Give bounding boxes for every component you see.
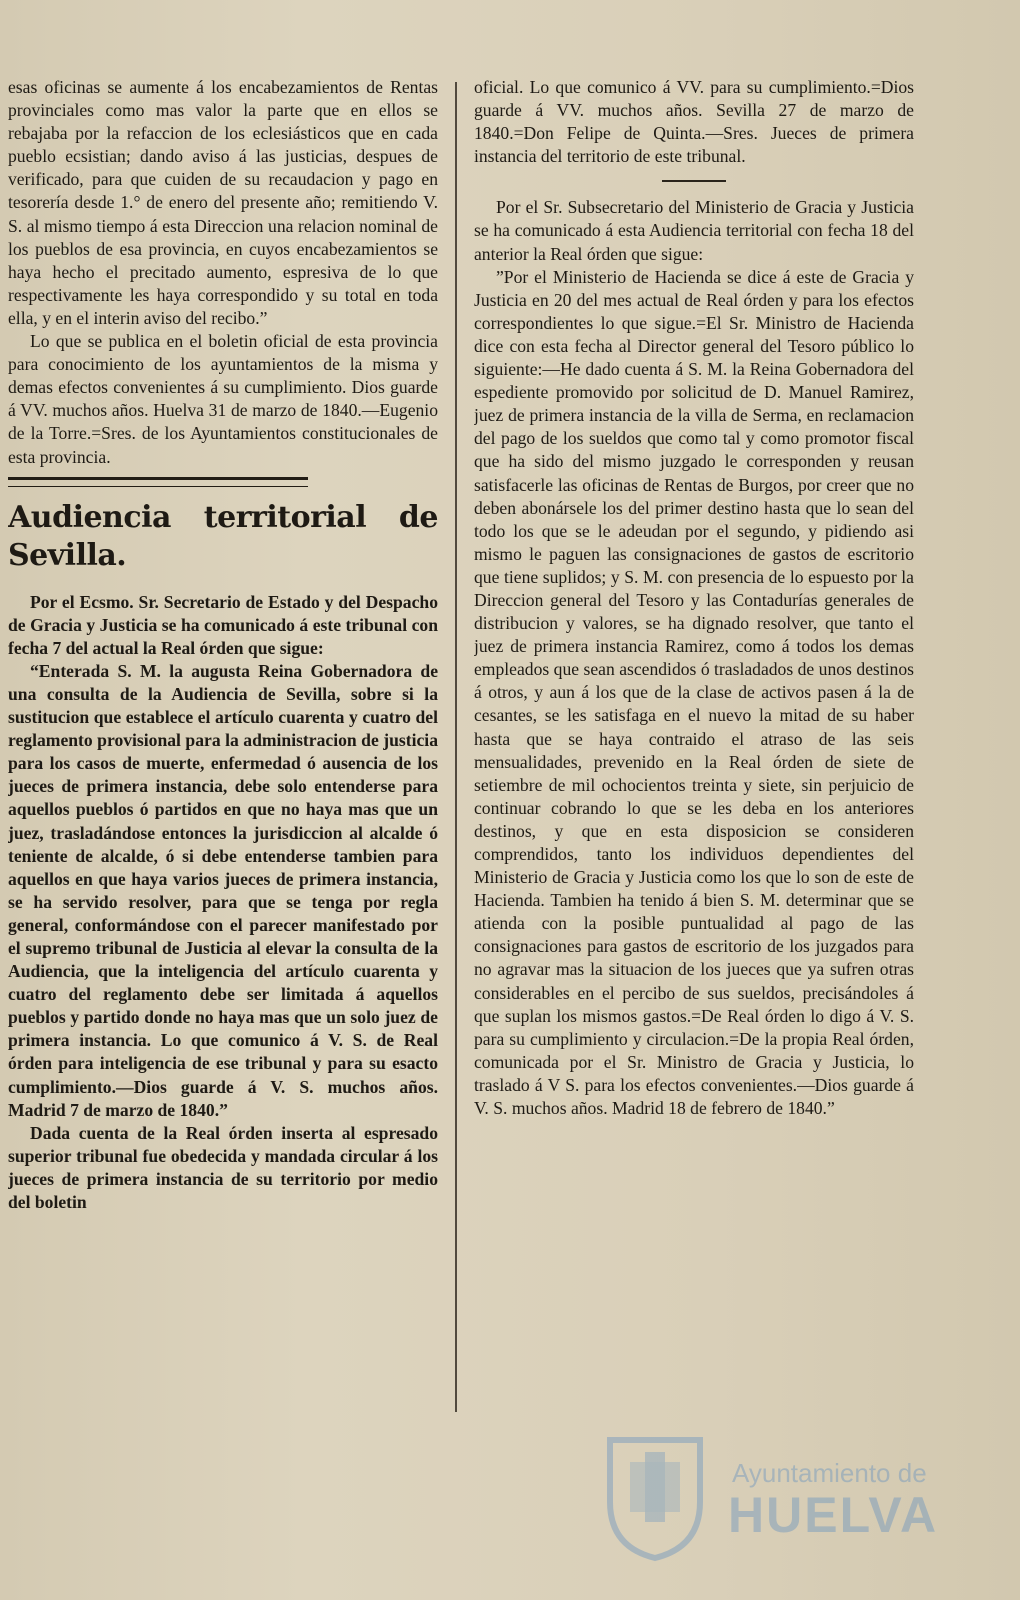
- watermark-line1: Ayuntamiento de: [732, 1458, 927, 1488]
- watermark-line2: HUELVA: [728, 1487, 939, 1543]
- paragraph: Lo que se publica en el boletin oficial de esta provincia para conocimiento de los ayuntamientos de la misma y demas efectos convenientes á su cumplimiento. Dios guarde á VV. muchos años. Huelva 31 de marzo de 1840.—Eugenio de la Torre.=Sres. de los Ayuntamientos constitucionales de esta provincia.: [8, 331, 438, 467]
- paragraph: esas oficinas se aumente á los encabezamientos de Rentas provinciales como mas valor la parte que en ellos se rebajaba por la refaccion de los eclesiásticos que en cada pueblo ecsistian; dando aviso á las justicias, despues de verificado, para que cuiden de su recaudacion y pago en tesorería desde 1.° de enero del presente año; remitiendo V. S. al mismo tiempo á esta Direccion una relacion nominal de los pueblos de esa provincia, en cuyos encabezamientos se haya hecho el precitado aumento, espresiva de lo que respectivamente les haya correspondido y su total en toda ella, y en el interin aviso del recibo.”: [8, 77, 438, 328]
- paragraph: Dada cuenta de la Real órden inserta al espresado superior tribunal fue obedecida y mandada circular á los jueces de primera instancia de su territorio por medio del boletin: [8, 1122, 438, 1213]
- paragraph: Por el Sr. Subsecretario del Ministerio de Gracia y Justicia se ha comunicado á esta Audiencia territorial con fecha 18 del anterior la Real órden que sigue:: [474, 197, 914, 264]
- paragraph: oficial. Lo que comunico á VV. para su cumplimiento.=Dios guarde á VV. muchos años. Sevilla 27 de marzo de 1840.=Don Felipe de Quinta.—Sres. Jueces de primera instancia del territorio de este tribunal.: [474, 77, 914, 167]
- watermark: [600, 1420, 939, 1570]
- paragraph: “Enterada S. M. la augusta Reina Gobernadora de una consulta de la Audiencia de Sevilla, sobre si la sustitucion que establece el artículo cuarenta y cuatro del reglamento provisional para la administracion de justicia para los casos de muerte, enfermedad ó ausencia de los jueces de primera instancia, debe solo entenderse para aquellos pueblos ó partidos en que no haya mas que un juez, trasladándose entonces la jurisdiccion al alcalde ó teniente de alcalde, ó si debe entenderse tambien para aquellos en que haya varios jueces de primera instancia, se ha servido resolver, para que se tenga por regla general, conformándose con el parecer manifestado por el supremo tribunal de Justicia al elevar la consulta de la Audiencia, que la inteligencia del artículo cuarenta y cuatro del reglamento debe ser limitada á aquellos pueblos y partido donde no haya mas que un solo juez de primera instancia. Lo que comunico á V. S. de Real órden para inteligencia de ese tribunal y para su esacto cumplimiento.—Dios guarde á V. S. muchos años. Madrid 7 de marzo de 1840.”: [8, 660, 438, 1120]
- column-divider: [455, 82, 457, 1412]
- right-column: [474, 76, 914, 1560]
- paragraph: ”Por el Ministerio de Hacienda se dice á este de Gracia y Justicia en 20 del mes actual de Real órden y para los efectos correspondientes lo que sigue.=El Sr. Ministro de Hacienda dice con esta fecha al Director general del Tesoro público lo siguiente:—He dado cuenta á S. M. la Reina Gobernadora del espediente promovido por solicitud de D. Manuel Ramirez, juez de primera instancia de la villa de Serma, en reclamacion del pago de los sueldos que como tal y como promotor fiscal que ha sido del mismo juzgado le corresponden y reusan satisfacerle las oficinas de Rentas de Burgos, por creer que no deben abonársele los del primer destino hasta que lo sean del todo los que se le adeudan por el segundo, y pidiendo asi mismo le paguen las consignaciones de gastos de escritorio que tiene suplidos; y S. M. con presencia de lo espuesto por la Direccion general del Tesoro y las Contadurías generales de distribucion y valores, se ha dignado resolver, que tanto el juez de primera instancia Ramirez, como á todos los demas empleados que sean ascendidos ó trasladados de unos destinos á otros, y aun á los que de la clase de activos pasen á la de cesantes, se les satisfaga en el nuevo la mitad de su haber hasta que se haya contraido el atraso de las seis mensualidades, prevenido en la Real órden de siete de setiembre de mil ochocientos treinta y siete, sin perjuicio de continuar cobrando lo que se les deba en los anteriores destinos, y que en esta disposicion se consideren comprendidos, tanto los individuos dependientes del Ministerio de Gracia y Justicia como los que lo son de este de Hacienda. Tambien ha tenido á bien S. M. determinar que se atienda con la posible puntualidad al pago de las consignaciones para gastos de escritorio de los juzgados para no agravar mas la situacion de los jueces que ya sufren otras considerables en el percibo de sus sueldos, precisándoles á que suplan los mismos gastos.=De Real órden lo digo á V. S. para su cumplimiento y circulacion.=De la propia Real órden, comunicada por el Sr. Ministro de Gracia y Justicia, lo traslado á V S. para los efectos convenientes.—Dios guarde á V. S. muchos años. Madrid 18 de febrero de 1840.”: [474, 266, 914, 1119]
- section-title: Audiencia territorial de Sevilla.: [8, 499, 438, 573]
- paragraph: Por el Ecsmo. Sr. Secretario de Estado y del Despacho de Gracia y Justicia se ha comunicado á este tribunal con fecha 7 del actual la Real órden que sigue:: [8, 591, 438, 658]
- coat-of-arms-icon: [600, 1432, 710, 1562]
- left-column: [8, 76, 438, 1560]
- short-divider: [662, 180, 726, 182]
- section-divider: [8, 477, 308, 487]
